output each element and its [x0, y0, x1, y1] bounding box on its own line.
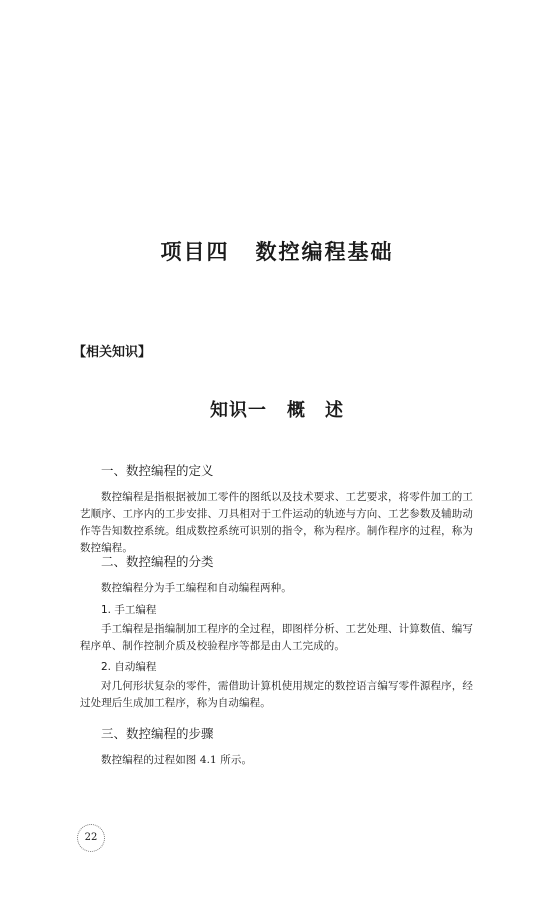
related-knowledge-tag: 【相关知识】 — [73, 345, 152, 360]
paragraph-classification: 数控编程分为手工编程和自动编程两种。 — [101, 582, 292, 594]
paragraph-manual-programming: 手工编程是指编制加工程序的全过程，即图样分析、工艺处理、计算数值、编写程序单、制作控制介质及校验程序等都是由人工完成的。 — [80, 623, 473, 652]
heading-manual-programming: 1. 手工编程 — [101, 604, 157, 616]
heading-steps: 三、数控编程的步骤 — [101, 726, 214, 741]
chapter-title-text: 数控编程基础 — [255, 240, 394, 264]
page-number: 22 — [77, 824, 105, 852]
chapter-title — [0, 236, 554, 266]
section-title — [0, 396, 554, 422]
section-label: 知识一 — [210, 400, 267, 421]
paragraph-definition: 数控编程是指根据被加工零件的图纸以及技术要求、工艺要求，将零件加工的工艺顺序、工序内的工步安排、刀具相对于工件运动的轨迹与方向、工艺参数及辅助动作等告知数控系统。组成数控系统可识别的指令，称为程序。制作程序的过程，称为数控编程。 — [80, 491, 473, 554]
heading-classification: 二、数控编程的分类 — [101, 554, 214, 569]
paragraph-auto-programming: 对几何形状复杂的零件，需借助计算机使用规定的数控语言编写零件源程序，经过处理后生成加工程序，称为自动编程。 — [80, 680, 473, 709]
paragraph-steps: 数控编程的过程如图 4.1 所示。 — [101, 754, 253, 766]
heading-auto-programming: 2. 自动编程 — [101, 661, 157, 673]
section-title-text: 概 述 — [287, 400, 344, 421]
heading-definition: 一、数控编程的定义 — [101, 463, 214, 478]
chapter-label: 项目四 — [160, 240, 230, 264]
